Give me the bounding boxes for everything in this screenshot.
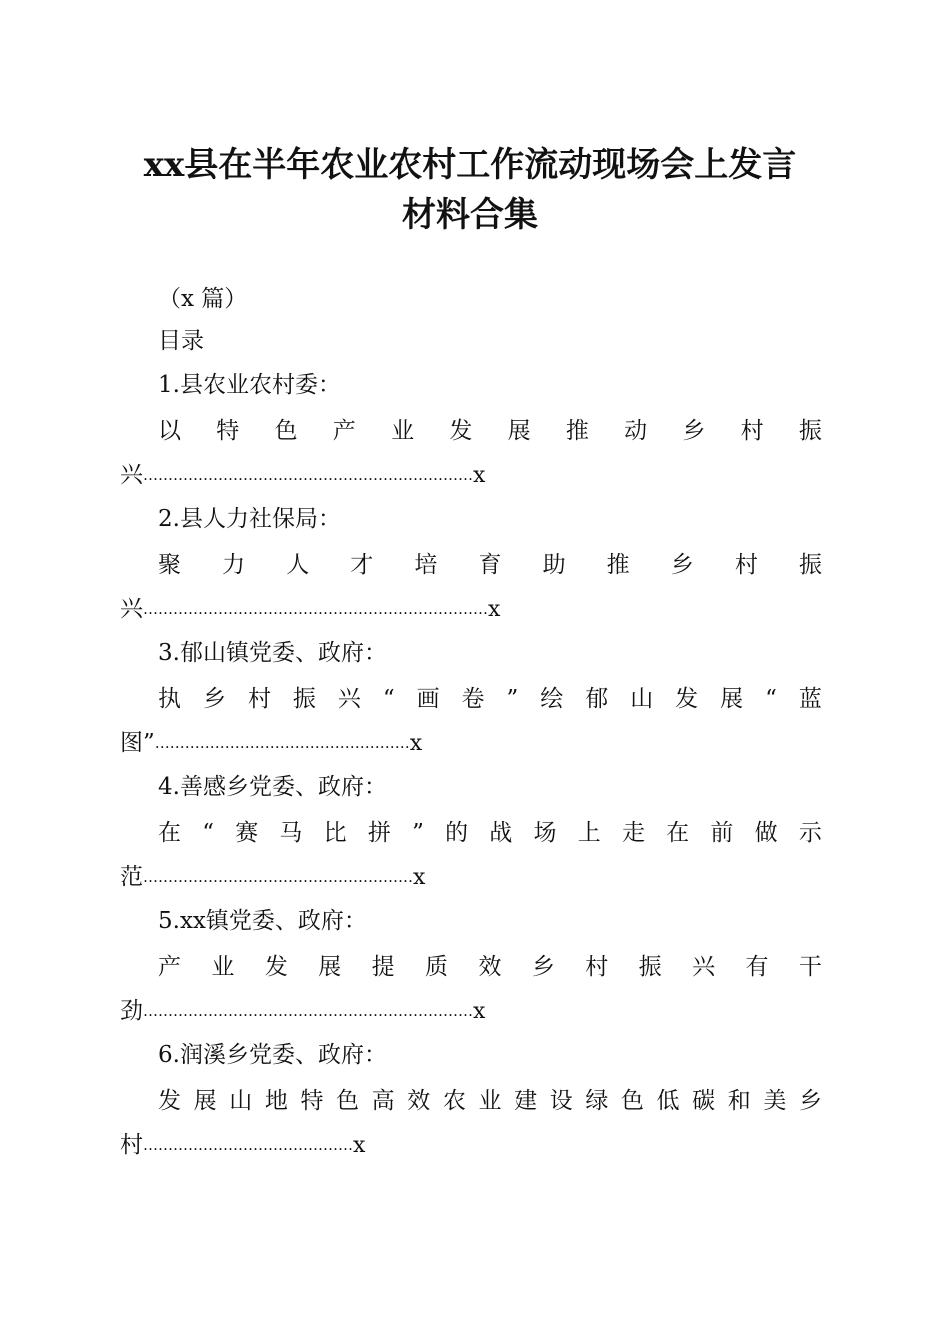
- toc-page-number: x: [353, 1133, 366, 1158]
- toc-title-char: 动: [624, 418, 648, 444]
- toc-title-char: 画: [416, 686, 440, 712]
- toc-entry-label: 4.善感乡党委、政府：: [158, 774, 387, 800]
- toc-title-char: 展: [193, 1088, 217, 1114]
- toc-title-char: 质: [425, 954, 449, 980]
- count-note: （x 篇）: [158, 286, 248, 312]
- toc-title-char: 场: [533, 820, 557, 846]
- toc-title-char: 振: [638, 954, 662, 980]
- toc-title-char: 兴: [337, 686, 361, 712]
- toc-title-char: 村: [247, 686, 271, 712]
- toc-title-char: 发: [675, 686, 699, 712]
- toc-title-char: 干: [798, 954, 822, 980]
- toc-title-char: 色: [620, 1088, 644, 1114]
- toc-title-char: 人: [286, 552, 310, 578]
- toc-leader-dots: ……………………………………: [143, 1136, 353, 1154]
- toc-title-char: 的: [445, 820, 469, 846]
- toc-title-char: 产: [158, 954, 181, 980]
- toc-title-char: 比: [323, 820, 347, 846]
- toc-page-number: x: [473, 463, 486, 488]
- toc-title-char: 育: [478, 552, 502, 578]
- toc-title-char: 业: [391, 418, 415, 444]
- toc-title-char: 村: [585, 954, 609, 980]
- toc-title-char: 战: [489, 820, 513, 846]
- toc-entry-title[interactable]: [158, 1086, 822, 1116]
- toc-title-char: 村: [734, 552, 758, 578]
- toc-heading: 目录: [158, 328, 204, 354]
- toc-leader-dots: …………………………………………………………: [143, 466, 473, 484]
- toc-title-char: 有: [745, 954, 769, 980]
- toc-leader-dots: …………………………………………………………: [143, 1002, 473, 1020]
- toc-entry-continuation[interactable]: [120, 594, 500, 625]
- toc-title-char: 山: [229, 1088, 253, 1114]
- toc-page-number: x: [413, 865, 426, 890]
- document-title: [100, 140, 840, 240]
- toc-title-char: 绘: [540, 686, 564, 712]
- toc-title-char: 马: [279, 820, 303, 846]
- toc-title-char: 做: [754, 820, 778, 846]
- toc-entry-label: 2.县人力社保局：: [158, 506, 341, 532]
- toc-title-char: 兴: [692, 954, 716, 980]
- toc-title-tail: 劲: [120, 998, 143, 1024]
- toc-title-char: 推: [565, 418, 589, 444]
- toc-title-char: 效: [407, 1088, 431, 1114]
- toc-title-char: ”: [506, 686, 519, 712]
- toc-entry-label: 6.润溪乡党委、政府：: [158, 1042, 387, 1068]
- toc-entry-title[interactable]: [158, 416, 822, 446]
- toc-title-char: 乡: [682, 418, 706, 444]
- toc-title-char: 振: [798, 552, 822, 578]
- toc-title-char: 蓝: [798, 686, 822, 712]
- toc-title-char: 提: [371, 954, 395, 980]
- toc-title-char: 建: [514, 1088, 538, 1114]
- toc-title-char: 高: [371, 1088, 395, 1114]
- toc-title-char: 特: [216, 418, 240, 444]
- toc-title-char: 郁: [585, 686, 609, 712]
- toc-title-char: 以: [158, 418, 181, 444]
- toc-title-char: 绿: [585, 1088, 609, 1114]
- toc-title-char: 聚: [158, 552, 181, 578]
- toc-title-char: 振: [292, 686, 316, 712]
- toc-title-char: 发: [158, 1088, 181, 1114]
- toc-entry-continuation[interactable]: [120, 728, 422, 759]
- toc-title-char: 展: [720, 686, 744, 712]
- toc-leader-dots: ……………………………………………………………: [143, 600, 488, 618]
- toc-entry-label: 5.xx镇党委、政府：: [158, 908, 367, 934]
- toc-title-char: 执: [158, 686, 181, 712]
- toc-title-char: 才: [350, 552, 374, 578]
- toc-title-char: 振: [798, 418, 822, 444]
- toc-title-char: 效: [478, 954, 502, 980]
- toc-entry-title[interactable]: [158, 550, 822, 580]
- toc-title-char: 前: [710, 820, 734, 846]
- toc-title-char: 走: [621, 820, 645, 846]
- toc-entry-title[interactable]: [158, 684, 822, 714]
- toc-title-char: 卷: [461, 686, 485, 712]
- toc-title-char: 赛: [235, 820, 259, 846]
- toc-entry-title[interactable]: [158, 952, 822, 982]
- toc-title-char: “: [765, 686, 777, 712]
- toc-entry-continuation[interactable]: [120, 1130, 365, 1161]
- toc-entry-label: 1.县农业农村委：: [158, 372, 341, 398]
- toc-title-tail: 兴: [120, 462, 143, 488]
- toc-title-char: 色: [274, 418, 298, 444]
- toc-title-char: 发: [264, 954, 288, 980]
- toc-title-tail: 兴: [120, 596, 143, 622]
- toc-title-char: 山: [630, 686, 654, 712]
- title-line-1: xx县在半年农业农村工作流动现场会上发言: [143, 145, 797, 185]
- toc-title-char: 乡: [202, 686, 226, 712]
- toc-title-char: 碳: [692, 1088, 716, 1114]
- toc-title-char: 乡: [670, 552, 694, 578]
- toc-entry-continuation[interactable]: [120, 862, 425, 893]
- toc-title-char: 在: [666, 820, 690, 846]
- title-line-2: 材料合集: [402, 195, 538, 235]
- toc-title-tail: 村: [120, 1132, 143, 1158]
- toc-title-char: 拼: [367, 820, 391, 846]
- toc-page-number: x: [488, 597, 501, 622]
- toc-title-char: 力: [222, 552, 246, 578]
- toc-title-char: 乡: [798, 1088, 822, 1114]
- toc-leader-dots: ……………………………………………: [154, 734, 410, 752]
- toc-title-char: “: [202, 820, 214, 846]
- toc-title-char: 美: [763, 1088, 787, 1114]
- toc-title-char: 业: [478, 1088, 502, 1114]
- toc-title-char: 产: [332, 418, 356, 444]
- toc-title-char: 和: [727, 1088, 751, 1114]
- toc-entry-label: 3.郁山镇党委、政府：: [158, 640, 387, 666]
- toc-title-char: 示: [798, 820, 822, 846]
- toc-title-char: 助: [542, 552, 566, 578]
- toc-title-char: 展: [318, 954, 342, 980]
- toc-title-char: 特: [300, 1088, 324, 1114]
- toc-title-char: “: [382, 686, 395, 712]
- toc-page-number: x: [473, 999, 486, 1024]
- toc-title-char: 发: [449, 418, 473, 444]
- toc-title-char: 上: [577, 820, 601, 846]
- toc-title-char: 农: [442, 1088, 466, 1114]
- toc-title-char: 村: [740, 418, 764, 444]
- toc-title-char: 色: [336, 1088, 360, 1114]
- toc-title-char: 乡: [531, 954, 555, 980]
- toc-entry-continuation[interactable]: [120, 996, 485, 1027]
- toc-title-char: 地: [264, 1088, 288, 1114]
- toc-title-tail: 图”: [120, 730, 155, 756]
- toc-title-char: 设: [549, 1088, 573, 1114]
- toc-title-char: ”: [412, 820, 424, 846]
- toc-title-char: 低: [656, 1088, 680, 1114]
- toc-leader-dots: ………………………………………………: [143, 868, 413, 886]
- toc-title-tail: 范: [120, 864, 143, 890]
- toc-entry-continuation[interactable]: [120, 460, 485, 491]
- toc-title-char: 在: [158, 820, 181, 846]
- toc-page-number: x: [409, 731, 423, 756]
- toc-entry-title[interactable]: [158, 818, 822, 848]
- toc-title-char: 业: [211, 954, 235, 980]
- toc-title-char: 推: [606, 552, 630, 578]
- toc-title-char: 展: [507, 418, 531, 444]
- toc-title-char: 培: [414, 552, 438, 578]
